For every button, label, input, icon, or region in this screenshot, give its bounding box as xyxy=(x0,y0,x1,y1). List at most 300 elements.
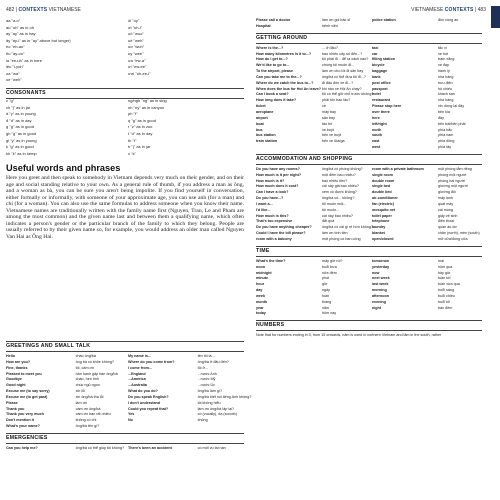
phrase-vietnamese: chăn (north), mền (south) xyxy=(438,231,480,236)
phrase-english-text: double bed xyxy=(372,190,392,195)
phrase-vietnamese: buổi sáng xyxy=(438,288,454,293)
phrase-english xyxy=(128,446,198,452)
phrase-vietnamese: tôi ở... xyxy=(197,365,209,370)
phrase-english-text: here xyxy=(372,115,380,120)
phrase-vietnamese: tôi, cảm ơn xyxy=(75,365,95,370)
top-col-2 xyxy=(372,18,482,30)
phrase-vietnamese: một phòng có ban công xyxy=(322,237,361,241)
phrase-english-text: train station xyxy=(256,139,278,144)
phrase-english-text: over there xyxy=(372,109,390,114)
phrase-vietnamese: cái này giá bao nhiêu? xyxy=(322,184,359,189)
greetings-heading: GREETINGS AND SMALL TALK xyxy=(6,341,244,352)
phrase-english-text: How much is it per night? xyxy=(256,172,302,177)
phrase-english-text: next week xyxy=(372,276,390,281)
phrase-vietnamese: làm ơn ông/bà lập lại? xyxy=(197,406,235,411)
greetings-section xyxy=(6,338,252,452)
phrase-vietnamese: ban đêm xyxy=(438,305,453,310)
phrase-english-text: Do you have...? xyxy=(256,196,284,201)
phrase-vietnamese: làm ơn gọi bác sĩ xyxy=(322,18,351,22)
phrase-vietnamese: tuần tới xyxy=(438,276,451,281)
list-item: uơ "wuh" xyxy=(128,44,145,50)
phrase-english-text: I don't understand xyxy=(128,400,161,405)
phrase-vietnamese: tôi có thể giữ chỗ trước không? xyxy=(322,92,374,97)
list-item: ia "ee-uh" as in here xyxy=(6,57,42,63)
phrase-vietnamese: bến xe buýt xyxy=(322,133,342,138)
time-heading: TIME xyxy=(256,246,482,257)
phrase-english-text: hotel xyxy=(372,92,381,97)
emergencies-col-1 xyxy=(6,446,122,452)
right-page-number: 483 xyxy=(477,7,486,13)
phrase-english-text: open/closed xyxy=(372,237,394,241)
list-item: k "g" as in good xyxy=(6,144,34,150)
phrase-vietnamese: đắt quá xyxy=(322,219,335,224)
phrase-english-text: aeroplane xyxy=(256,109,274,114)
phrase-vietnamese: ... ở đâu? xyxy=(322,45,338,50)
phrase-vietnamese: xin ông/bà tha lỗi xyxy=(75,394,104,399)
phrase-english-text: afternoon xyxy=(372,293,390,298)
phrase-english-text: No xyxy=(128,418,133,423)
phrase-english-text: Please xyxy=(6,400,18,405)
phrase-vietnamese: phòng hai người xyxy=(438,178,466,183)
list-item: c "g" xyxy=(6,98,15,103)
accommodation-col-1 xyxy=(256,166,374,243)
list-item: th "t" xyxy=(128,137,137,143)
useful-heading: Useful words and phrases xyxy=(6,163,121,173)
phrase-english-text: taxi xyxy=(372,45,379,50)
phrase-row xyxy=(128,418,244,424)
list-item: aa "a-o" xyxy=(6,18,21,23)
phrase-english-text: room with a balcony xyxy=(256,237,292,241)
list-item: g "g" as in good xyxy=(6,124,34,130)
phrase-english-text: police station xyxy=(372,18,396,22)
phrase-vietnamese: mai xyxy=(438,258,444,263)
list-item: êu "ay-oo" xyxy=(6,50,25,56)
phrase-english-text: bus xyxy=(256,127,263,132)
phrase-vietnamese: tàu bè xyxy=(322,121,333,126)
phrase-english xyxy=(372,237,438,243)
getting-around-heading: GETTING AROUND xyxy=(256,33,482,44)
consonants-heading: CONSONANTS xyxy=(6,88,244,99)
phrase-english-text: telephone xyxy=(372,219,390,224)
phrase-vietnamese: chúng tôi muốn đi... xyxy=(322,63,355,68)
phrase-english xyxy=(256,24,322,30)
phrase-row xyxy=(128,446,244,452)
phrase-vietnamese: bệnh viện xyxy=(322,23,338,28)
phrase-vietnamese: bao nhiêu cây số đến...? xyxy=(322,51,363,56)
phrase-vietnamese: phút xyxy=(322,276,330,281)
phrase-vietnamese: khi nào xe Hội An chạy? xyxy=(322,86,362,91)
phrase-english-text: noon xyxy=(256,264,266,269)
list-item: ươi "uh-ee-i" xyxy=(128,70,151,76)
top-col-1 xyxy=(256,18,366,30)
phrase-english-text: What's the time? xyxy=(256,258,286,263)
phrase-vietnamese: ...nước Mỹ xyxy=(197,377,216,382)
phrase-row xyxy=(6,424,122,430)
emergencies-col-2 xyxy=(128,446,244,452)
phrase-vietnamese: máy bay xyxy=(322,109,336,114)
list-item: ph "f" xyxy=(128,111,138,117)
phrase-english-text: passport xyxy=(372,86,388,91)
phrase-english-text: Excuse me (to say sorry) xyxy=(6,389,50,394)
phrase-english-text: I come from... xyxy=(128,365,152,370)
phrase-english-text: How many kilometres is it to...? xyxy=(256,51,312,56)
phrase-vietnamese: cám ơn ông/bà xyxy=(75,406,101,411)
phrase-vietnamese: giường một người xyxy=(438,184,468,189)
phrase-english-text: Yes xyxy=(128,412,135,417)
phrase-english-text: post office xyxy=(372,80,391,85)
phrase-vietnamese: ông/bà tên gì? xyxy=(75,424,100,429)
phrase-english-text: Do you speak English? xyxy=(128,394,169,399)
phrase-vietnamese: tháng xyxy=(322,299,332,304)
phrase-english-text: Hospital xyxy=(256,23,271,28)
phrase-vietnamese: hành lý xyxy=(438,69,450,74)
phrase-vietnamese: ...nước Úc xyxy=(197,383,215,388)
phrase-english-text: ...England xyxy=(128,371,146,376)
phrase-english-text: today xyxy=(256,311,266,316)
phrase-vietnamese: phía nam xyxy=(438,133,454,138)
phrase-english-text: bus station xyxy=(256,133,276,138)
phrase-english-text: filling station xyxy=(372,57,395,62)
greetings-col-1 xyxy=(6,354,122,430)
phrase-english-text: fan (electric) xyxy=(372,201,394,206)
list-item: ơi "uh-i" xyxy=(128,24,143,30)
phrase-english-text: ...America xyxy=(128,377,146,382)
phrase-row xyxy=(372,145,482,151)
phrase-english-text: That's too expensive xyxy=(256,219,293,224)
phrase-vietnamese: phải tốn bao lâu? xyxy=(322,98,351,103)
phrase-english-text: Can I book a seat? xyxy=(256,92,289,97)
phrase-vietnamese: xin dừng lại đây xyxy=(438,104,465,109)
phrase-english-text: car xyxy=(372,51,378,56)
phrase-english-text: mosquito net xyxy=(372,207,396,212)
phrase-vietnamese: nhà hàng xyxy=(438,74,454,79)
phrase-vietnamese: mở cửa/đóng cửa xyxy=(438,237,468,241)
phrase-english-text: year xyxy=(256,305,264,310)
phrase-english-text: What do you do? xyxy=(128,389,158,394)
phrase-english xyxy=(372,306,438,312)
phrase-row xyxy=(372,306,482,312)
phrase-vietnamese: làm ơn tính tiền xyxy=(322,231,348,236)
phrase-english-text: How are you? xyxy=(6,359,31,364)
list-item: eo "eh-ao" xyxy=(6,44,25,50)
phrase-english-text: midnight xyxy=(256,270,272,275)
phrase-vietnamese: nửa đêm xyxy=(322,270,337,275)
list-item: uy "wee" xyxy=(128,50,144,56)
phrase-english-text: Where do you come from? xyxy=(128,359,175,364)
greetings-col-2 xyxy=(128,354,252,430)
phrase-vietnamese: chào ông/bà xyxy=(75,354,96,358)
phrase-vietnamese: ông/bà làm gì? xyxy=(197,389,223,394)
phrase-vietnamese: bây giờ xyxy=(438,270,451,275)
consonants-col-2 xyxy=(128,98,244,157)
time-col-1 xyxy=(256,259,366,317)
phrase-english-text: What's your name? xyxy=(6,424,40,429)
phrase-row xyxy=(372,237,482,243)
phrase-vietnamese: một phòng tắm riêng xyxy=(438,166,472,171)
phrase-vietnamese: làm ơn xyxy=(75,400,88,405)
phrase-english-text: Thank you very much xyxy=(6,412,44,417)
list-item: ưa "ew-a" xyxy=(128,57,146,63)
phrase-vietnamese: không xyxy=(197,418,208,423)
phrase-vietnamese: phía đông xyxy=(438,139,455,144)
phrase-vietnamese: buổi tối xyxy=(438,299,450,304)
phrase-english-text: double room xyxy=(372,178,395,183)
phrase-vietnamese: bưu điện xyxy=(438,80,453,85)
phrase-vietnamese: nhà hàng xyxy=(438,98,454,103)
phrase-vietnamese: xem có được không? xyxy=(322,190,357,195)
phrase-english-text: left/right xyxy=(372,121,387,126)
list-item: x "s" xyxy=(128,150,136,156)
phrase-vietnamese: bên kia xyxy=(438,109,450,114)
phrase-english-text: minute xyxy=(256,276,269,281)
phrase-vietnamese: ông/bà có phòng không? xyxy=(322,166,363,171)
chapter-tab xyxy=(491,6,500,28)
phrase-vietnamese: một đêm bao nhiêu? xyxy=(322,172,356,177)
vowels-col-2 xyxy=(128,18,244,77)
phrase-row xyxy=(372,18,482,24)
phrase-english-text: ...Australia xyxy=(128,383,147,388)
phrase-english-text: toilet paper xyxy=(372,213,392,218)
list-item: gi "y" as in young xyxy=(6,137,37,143)
phrase-english-text: last week xyxy=(372,282,389,287)
emergencies-heading: EMERGENCIES xyxy=(6,433,244,444)
phrase-vietnamese: đây xyxy=(438,115,444,120)
phrase-vietnamese: giờ xyxy=(322,282,328,287)
phrase-english-text: week xyxy=(256,293,266,298)
time-col-2 xyxy=(372,259,482,317)
phrase-english-text: day xyxy=(256,288,263,293)
phrase-vietnamese: quần áo dơ xyxy=(438,225,457,230)
list-item: oa "wa" xyxy=(6,70,20,76)
phrase-english-text: Pleased to meet you xyxy=(6,371,42,376)
consonants-col-1 xyxy=(6,98,124,157)
list-item: ng/ngh "ng" as in sing xyxy=(128,98,167,103)
phrase-vietnamese: ông/bà có thể giúp tôi không? xyxy=(75,445,124,450)
phrase-english xyxy=(256,139,322,145)
phrase-vietnamese: tôi không hiểu xyxy=(197,400,221,405)
phrase-english-text: baggage xyxy=(372,69,388,74)
list-item: ây "ay-i" as in "ay" above but longer) xyxy=(6,37,71,43)
phrase-english-text: restaurant xyxy=(372,98,391,103)
list-item: tr "j" as in jar xyxy=(128,144,151,150)
accommodation-col-2 xyxy=(372,167,482,243)
phrase-vietnamese: điện thoại xyxy=(438,219,454,224)
phrase-vietnamese: buổi chiều xyxy=(438,293,455,298)
phrase-english-text: How much is it? xyxy=(256,178,285,183)
phrase-vietnamese: hộ chiếu xyxy=(438,86,452,91)
phrase-vietnamese: cái mùng xyxy=(438,207,453,212)
phrase-vietnamese: vé xyxy=(322,104,326,109)
phrase-english-text: ticket xyxy=(256,104,266,109)
phrase-vietnamese: xe buýt xyxy=(322,127,334,132)
phrase-vietnamese: bến xe lửa/ga xyxy=(322,139,345,144)
phrase-english-text: Where do we catch the bus to...? xyxy=(256,80,314,85)
phrase-english-text: Good night xyxy=(6,383,26,388)
phrase-vietnamese: ông/bà biết nói tiếng Anh không? xyxy=(197,394,252,399)
phrase-english-text: Fine, thanks xyxy=(6,365,28,370)
phrase-vietnamese: giường đôi xyxy=(438,190,456,195)
phrase-vietnamese: tuần xyxy=(322,293,330,298)
phrase-english-text: bank xyxy=(372,74,381,79)
phrase-vietnamese: ngày xyxy=(322,288,330,293)
phrase-vietnamese: xe hơi xyxy=(438,51,449,56)
list-item: iêu "i-yoh" xyxy=(6,64,24,70)
list-item: kh "k" as in kemp xyxy=(6,150,37,156)
phrase-english-text: morning xyxy=(372,288,387,293)
phrase-vietnamese: phía bắc xyxy=(438,127,453,132)
getting-around-col-1 xyxy=(256,45,374,151)
right-content xyxy=(256,18,482,338)
phrase-vietnamese: xe đạp xyxy=(438,63,450,68)
phrase-english xyxy=(128,418,198,424)
phrase-row xyxy=(256,311,366,317)
phrase-vietnamese: bên trái/bên phải xyxy=(438,121,466,126)
phrase-english-text: west xyxy=(372,145,381,150)
phrase-vietnamese: tôi muốn một... xyxy=(322,201,347,206)
phrase-english-text: How long does it take? xyxy=(256,98,297,103)
phrase-english xyxy=(256,311,322,317)
phrase-english-text: single bed xyxy=(372,184,391,189)
list-item: nh "ny" as in canyon xyxy=(128,104,165,110)
phrase-english-text: Excuse me (to get past) xyxy=(6,394,48,399)
left-title: VIETNAMESE xyxy=(48,7,81,13)
phrase-vietnamese: làm ơn cho tôi đi sân bay xyxy=(322,69,364,74)
phrase-vietnamese: đi đâu đón xe đi...? xyxy=(322,80,354,85)
phrase-vietnamese: buổi trưa xyxy=(322,264,337,269)
phrase-english-text: Please stop here xyxy=(372,104,402,109)
phrase-english xyxy=(372,145,438,151)
list-item: ôi "oy" xyxy=(128,18,140,23)
phrase-english-text: Can you help me? xyxy=(6,445,38,450)
right-running-head: VIETNAMESE CONTEXTS | 483 xyxy=(411,7,486,13)
phrase-english-text: month xyxy=(256,299,268,304)
phrase-english xyxy=(372,18,438,24)
numbers-note: Note that for numbers ending in 5, from 15 onwards, năm is used in northern Vietnam and lăm in the south, rather xyxy=(256,333,442,338)
phrase-english-text: There's been an accident xyxy=(128,445,172,450)
list-item: oe "weh" xyxy=(6,77,22,83)
phrase-vietnamese: chúc ngủ ngon xyxy=(75,383,100,388)
phrase-vietnamese: hân hạnh gặp bạn ông/bà xyxy=(75,371,118,376)
phrase-english-text: Can you take me to the...? xyxy=(256,74,302,79)
list-item: uô "wuo" xyxy=(128,31,144,37)
phrase-english-text: To the airport, please xyxy=(256,69,294,74)
list-item: ch "j" as in jar xyxy=(6,104,31,110)
phrase-vietnamese: có một vụ tai nạn xyxy=(197,445,226,450)
phrase-vietnamese: ông/bà có thể đưa tôi đi...? xyxy=(322,74,366,79)
numbers-heading: NUMBERS xyxy=(256,320,482,331)
phrase-english-text: Thank you xyxy=(6,406,25,411)
list-item: ay "ay" as in hay xyxy=(6,31,36,37)
phrase-row xyxy=(256,237,366,243)
phrase-vietnamese: sân bay xyxy=(322,115,335,120)
phrase-english-text: evening xyxy=(372,299,386,304)
list-item: t "d" as in day xyxy=(128,130,153,136)
phrase-english-text: night xyxy=(372,305,382,310)
phrase-vietnamese: năm xyxy=(322,305,330,310)
list-item: đ "d" as in day xyxy=(6,117,32,123)
phrase-english-text: east xyxy=(372,139,380,144)
accommodation-heading: ACCOMMODATION AND SHOPPING xyxy=(256,154,482,165)
phrase-vietnamese: cám ơn bạn rất nhiều xyxy=(75,412,111,417)
phrase-english-text: air-conditioner xyxy=(372,196,398,201)
phrase-english-text: Hello xyxy=(6,354,16,358)
phrase-english-text: How do I get to...? xyxy=(256,57,288,62)
phrase-vietnamese: ông/bà có cái gì rẻ hơn không? xyxy=(322,225,374,230)
phrase-vietnamese: trạm xăng xyxy=(438,57,455,62)
list-item: q "g" as in good xyxy=(128,117,156,123)
phrase-english-text: laundry xyxy=(372,225,386,230)
phrase-english-text: blanket xyxy=(372,231,385,236)
phrase-vietnamese: tôi muốn... xyxy=(322,207,340,212)
phrase-english xyxy=(6,424,76,430)
phrase-english-text: I want a... xyxy=(256,201,273,206)
phrase-english-text: How much is this? xyxy=(256,213,289,218)
phrase-vietnamese: chào, hẹn tình xyxy=(75,377,99,382)
phrase-vietnamese: phía tây xyxy=(438,145,452,150)
phrase-english-text: Where is the...? xyxy=(256,45,284,50)
phrase-english-text: We'd like to go to... xyxy=(256,63,290,68)
phrase-vietnamese: hôm qua xyxy=(438,264,453,269)
phrase-vietnamese: máy lạnh xyxy=(438,196,453,201)
phrase-english-text: Do you have anything cheaper? xyxy=(256,225,312,230)
phrase-vietnamese: mấy giờ rồi? xyxy=(322,258,343,263)
phrase-vietnamese: tên tôi là... xyxy=(197,354,215,358)
list-item: gh "g" as in good xyxy=(6,130,37,136)
phrase-english-text: room with a private bathroom xyxy=(372,166,424,171)
phrase-english-text: Can I have a look? xyxy=(256,190,289,195)
left-page-number: 482 xyxy=(6,7,15,13)
phrase-vietnamese: đồn công an xyxy=(438,18,459,22)
phrase-english-text: single room xyxy=(372,172,393,177)
phrase-vietnamese: ông bà có khỏe không? xyxy=(75,359,114,364)
useful-section xyxy=(6,163,244,240)
phrase-english-text: tomorrow xyxy=(372,258,390,263)
phrase-vietnamese: bao nhiêu tiền? xyxy=(322,178,348,183)
phrase-row xyxy=(6,446,122,452)
phrase-vietnamese: có (vocally), dạ (soooth) xyxy=(197,412,237,417)
phrase-vietnamese: phòng một người xyxy=(438,172,467,177)
useful-paragraph: Here you greet and then speak to somebody in Vietnam depends very much on their gender, and on their age and social standing relative to your own. As a general rule of thumb, if you address a man as ông, and a woman as bà, you can be sure you aren't being impolite. If you find yourself in conversation, either formally or informally, with someone of your approximate age, you can use anh (for a man) and chị (for a woman). You can also use the same formulas to address someone when you know their name. Vietnamese names are traditionally written with the family name first (Nguyen, Tran, Le and Pham are among the most common) and the given name last and between them a qualifying name, which often indicates a person's gender or the particular branch of the family to which they belong. People are usually referred to by their given name so, for example, you would address an older man called Nguyen Van Hai as Ông Hai. xyxy=(6,175,244,240)
left-section-label: CONTEXTS xyxy=(18,7,48,13)
phrase-vietnamese: giấy vệ sinh xyxy=(438,213,458,218)
list-item: ưi "ew-ee" xyxy=(128,64,147,70)
phrase-english-text: yesterday xyxy=(372,264,390,269)
phrase-english xyxy=(256,237,322,243)
right-section-label: CONTEXTS xyxy=(444,7,474,13)
phrase-english-text: Could I have the bill please? xyxy=(256,231,306,236)
phrase-row xyxy=(256,24,366,30)
vowels-col-1 xyxy=(6,18,124,84)
phrase-vietnamese: tuần vừa qua xyxy=(438,282,460,287)
phrase-vietnamese: ...nước Anh xyxy=(197,371,217,376)
phrase-english-text: now xyxy=(372,270,380,275)
phrase-english-text: My name is... xyxy=(128,354,151,358)
phrase-vietnamese: tôi phải đi... để ra cách nào? xyxy=(322,57,369,62)
phrase-vietnamese: ông/bà có... không? xyxy=(322,196,355,201)
list-item: d "y" as in young xyxy=(6,111,36,117)
phrase-row xyxy=(256,139,366,145)
phrase-vietnamese: ông/bà ở đâu đến? xyxy=(197,359,229,364)
phrase-english-text: When does the bus for Hoi An leave? xyxy=(256,86,322,91)
phrase-english xyxy=(6,446,76,452)
phrase-vietnamese: quạt máy xyxy=(438,201,454,206)
list-item: r "z" as in zoo xyxy=(128,124,153,130)
phrase-english-text: boat xyxy=(256,121,264,126)
phrase-english-text: How much does it cost? xyxy=(256,184,299,189)
right-page xyxy=(250,0,500,500)
list-item: au "oh" as in oh xyxy=(6,24,34,30)
phrase-vietnamese: cái này bao nhiêu? xyxy=(322,213,353,218)
